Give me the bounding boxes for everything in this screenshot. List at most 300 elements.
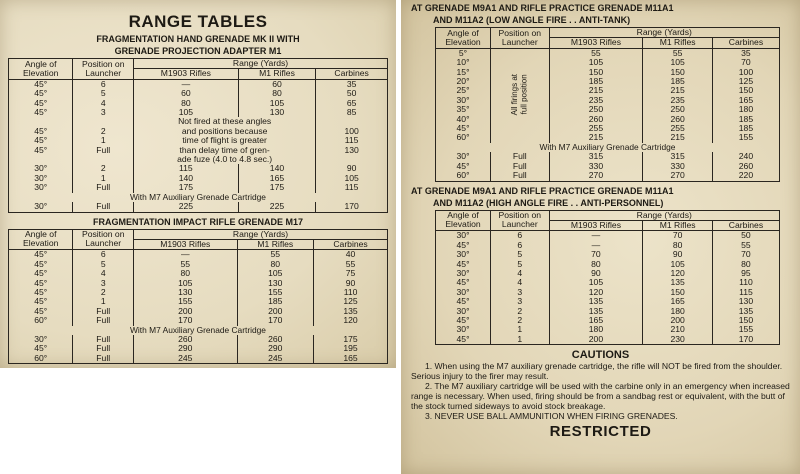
carbines-cell: 185 xyxy=(712,124,779,133)
m1903-cell: 290 xyxy=(134,344,237,353)
angle-header-2: Elevation xyxy=(23,238,59,249)
position-cell: 2 xyxy=(491,316,549,325)
m1903-cell: 150 xyxy=(549,68,643,77)
m1903-cell: 80 xyxy=(549,260,643,269)
carbines-cell: 195 xyxy=(314,344,388,353)
mk2-heading-line-1: FRAGMENTATION HAND GRENADE MK II WITH xyxy=(96,34,300,44)
position-cell: 1 xyxy=(491,325,549,334)
restricted-stamp: RESTRICTED xyxy=(549,423,652,441)
m1-cell: 200 xyxy=(643,316,713,325)
carbines-cell: 220 xyxy=(712,171,779,181)
m1-cell: 250 xyxy=(643,105,713,114)
table-row xyxy=(9,279,388,288)
angle-cell: 45° xyxy=(9,250,73,260)
low-angle-table-body xyxy=(436,48,780,181)
angle-cell: 15° xyxy=(436,68,491,77)
m1903-cell: 235 xyxy=(549,96,643,105)
angle-cell: 45° xyxy=(9,260,73,269)
table-row xyxy=(9,335,388,344)
angle-cell: 45° xyxy=(436,124,491,133)
m1903-cell: 135 xyxy=(549,307,643,316)
position-cell: 5 xyxy=(73,89,134,98)
angle-cell: 45° xyxy=(9,89,73,98)
angle-cell: 45° xyxy=(9,136,73,145)
m1-cell: 185 xyxy=(643,77,713,86)
position-cell: 3 xyxy=(73,108,134,117)
position-cell: 1 xyxy=(73,297,134,306)
table-row xyxy=(9,344,388,353)
carbines-cell: 165 xyxy=(314,354,388,364)
angle-cell: 45° xyxy=(9,269,73,278)
table-row xyxy=(436,86,780,95)
angle-cell: 45° xyxy=(9,79,73,89)
m1-cell: 245 xyxy=(237,354,314,364)
m1-cell: 130 xyxy=(238,108,316,117)
m1-cell: 155 xyxy=(237,288,314,297)
angle-cell: 60° xyxy=(9,354,73,364)
carbines-cell: 150 xyxy=(712,86,779,95)
m1903-header: M1903 Rifles xyxy=(549,220,643,230)
angle-cell: 45° xyxy=(9,344,73,353)
m1903-cell: 70 xyxy=(549,250,643,259)
table-row xyxy=(9,307,388,316)
caution-1: 1. When using the M7 auxiliary grenade cartridge, the rifle will NOT be fired from the shoulder. Serious injury to the firer may result. xyxy=(411,361,783,382)
all-firings-line-2: full position xyxy=(519,74,529,115)
carbines-cell: 90 xyxy=(314,279,388,288)
m1-cell: 260 xyxy=(643,115,713,124)
carbines-cell: 115 xyxy=(316,136,388,145)
table-row xyxy=(9,269,388,278)
carbines-cell: 115 xyxy=(316,183,388,192)
m1-cell: 135 xyxy=(643,278,713,287)
range-header: Range (Yards) xyxy=(134,229,388,239)
angle-cell: 60° xyxy=(436,171,491,181)
position-cell: 5 xyxy=(491,250,549,259)
range-tables-title: RANGE TABLES xyxy=(128,12,268,31)
carbines-cell: 55 xyxy=(314,260,388,269)
table-row xyxy=(436,77,780,86)
angle-cell: 45° xyxy=(436,162,491,171)
m1903-cell: 170 xyxy=(134,316,237,325)
m1-cell: 150 xyxy=(643,68,713,77)
carbines-cell: 240 xyxy=(712,152,779,161)
table-row xyxy=(9,164,388,173)
angle-cell: 45° xyxy=(9,146,73,155)
carbines-cell: 130 xyxy=(316,146,388,155)
m1903-cell: 105 xyxy=(549,58,643,67)
angle-cell: 20° xyxy=(436,77,491,86)
mk2-range-table xyxy=(8,58,388,213)
m1-cell: 60 xyxy=(238,79,316,89)
m1903-cell: 55 xyxy=(549,48,643,58)
m1903-cell: 255 xyxy=(549,124,643,133)
m1903-cell: — xyxy=(134,79,239,89)
range-header: Range (Yards) xyxy=(134,59,388,69)
carbines-cell: 105 xyxy=(316,174,388,183)
all-firings-line-1: All firings at xyxy=(510,73,520,116)
table-row xyxy=(9,326,388,335)
angle-cell: 45° xyxy=(436,335,491,345)
m1-cell: 80 xyxy=(238,89,316,98)
angle-cell: 45° xyxy=(9,99,73,108)
position-header-1: Position on xyxy=(498,27,542,38)
m1903-cell: 215 xyxy=(549,133,643,142)
position-cell: 6 xyxy=(491,241,549,250)
position-cell: 3 xyxy=(73,279,134,288)
carbines-cell: 70 xyxy=(712,250,779,259)
note-cell: than delay time of gren- xyxy=(134,146,316,155)
carbines-cell: 90 xyxy=(316,164,388,173)
m1903-cell: 105 xyxy=(134,108,239,117)
table-row xyxy=(436,143,780,152)
angle-cell: 30° xyxy=(9,164,73,173)
angle-cell: 45° xyxy=(9,297,73,306)
m1903-cell: 90 xyxy=(549,269,643,278)
high-angle-range-table xyxy=(435,210,780,346)
m1903-cell: 330 xyxy=(549,162,643,171)
m1-cell: 105 xyxy=(238,99,316,108)
position-cell: 4 xyxy=(73,269,134,278)
position-cell: Full xyxy=(491,152,549,161)
position-cell: Full xyxy=(73,316,134,325)
high-angle-heading-line-2: AND M11A2 (HIGH ANGLE FIRE . . ANTI-PERSONNEL) xyxy=(433,197,664,208)
table-row xyxy=(436,260,780,269)
angle-cell: 40° xyxy=(436,115,491,124)
angle-header-2: Elevation xyxy=(445,219,481,230)
m1-cell: 235 xyxy=(643,96,713,105)
angle-header-1: Angle of xyxy=(447,210,479,220)
carbines-cell: 100 xyxy=(712,68,779,77)
carbines-cell: 150 xyxy=(712,316,779,325)
angle-header-2: Elevation xyxy=(445,36,481,47)
left-card xyxy=(0,0,396,368)
m1-cell: 260 xyxy=(237,335,314,344)
table-row xyxy=(436,58,780,67)
carbines-header: Carbines xyxy=(712,220,779,230)
table-row xyxy=(9,250,388,260)
table-row xyxy=(9,79,388,89)
position-header-2: Launcher xyxy=(501,219,538,230)
high-angle-table-body xyxy=(436,231,780,345)
m1903-cell: 80 xyxy=(134,269,237,278)
carbines-cell: 50 xyxy=(316,89,388,98)
m1-cell: 165 xyxy=(643,297,713,306)
m1903-cell: 165 xyxy=(549,316,643,325)
angle-header-1: Angle of xyxy=(24,58,57,69)
m1903-cell: 250 xyxy=(549,105,643,114)
position-cell: 5 xyxy=(73,260,134,269)
carbines-cell: 135 xyxy=(712,307,779,316)
angle-cell: 45° xyxy=(436,260,491,269)
carbines-cell: 50 xyxy=(712,231,779,241)
m1903-cell: 140 xyxy=(134,174,239,183)
position-header-2: Launcher xyxy=(85,67,122,78)
angle-cell: 45° xyxy=(9,279,73,288)
carbines-cell: 55 xyxy=(712,241,779,250)
m1903-cell: — xyxy=(549,241,643,250)
m1-cell: 180 xyxy=(643,307,713,316)
m1-cell: 80 xyxy=(643,241,713,250)
carbines-cell: 100 xyxy=(316,127,388,136)
angle-cell: 30° xyxy=(9,202,73,212)
position-cell: Full xyxy=(491,162,549,171)
m1-cell: 215 xyxy=(643,86,713,95)
carbines-cell: 40 xyxy=(314,250,388,260)
m1903-cell: 200 xyxy=(134,307,237,316)
carbines-cell: 70 xyxy=(712,58,779,67)
table-row xyxy=(436,288,780,297)
m1903-cell: 215 xyxy=(549,86,643,95)
m1-cell: 315 xyxy=(643,152,713,161)
m1903-cell: 115 xyxy=(134,164,239,173)
m1903-header: M1903 Rifles xyxy=(134,239,237,249)
m1-cell: 105 xyxy=(237,269,314,278)
angle-cell: 45° xyxy=(436,316,491,325)
m1-cell: 80 xyxy=(237,260,314,269)
angle-header-1: Angle of xyxy=(447,27,479,38)
m1903-cell: 80 xyxy=(134,99,239,108)
position-cell: 2 xyxy=(73,288,134,297)
carbines-cell: 180 xyxy=(712,105,779,114)
low-angle-heading-line-2: AND M11A2 (LOW ANGLE FIRE . . ANTI-TANK) xyxy=(433,15,631,25)
position-header-2: Launcher xyxy=(501,36,538,47)
position-header-2: Launcher xyxy=(85,238,122,249)
position-cell: Full xyxy=(73,146,134,155)
table-row xyxy=(436,68,780,77)
angle-cell: 30° xyxy=(436,288,491,297)
m1-cell: 150 xyxy=(643,288,713,297)
m1-cell: 55 xyxy=(237,250,314,260)
m1-cell: 270 xyxy=(643,171,713,181)
carbines-cell: 65 xyxy=(316,99,388,108)
angle-cell: 30° xyxy=(436,96,491,105)
angle-cell: 30° xyxy=(9,335,73,344)
position-cell: 2 xyxy=(73,127,134,136)
note-cell: and positions because xyxy=(134,127,316,136)
table-row xyxy=(9,99,388,108)
mk2-table-body xyxy=(9,79,388,212)
carbines-cell: 115 xyxy=(712,288,779,297)
m1903-cell: 105 xyxy=(549,278,643,287)
position-cell: 1 xyxy=(491,335,549,345)
carbines-cell: 155 xyxy=(712,133,779,142)
m1903-cell: 225 xyxy=(134,202,239,212)
table-row xyxy=(9,354,388,364)
m1903-cell: — xyxy=(549,231,643,241)
m1-cell: 175 xyxy=(238,183,316,192)
position-cell: 2 xyxy=(491,307,549,316)
angle-cell: 30° xyxy=(436,231,491,241)
m1-header: M1 Rifles xyxy=(643,38,713,48)
table-row xyxy=(9,260,388,269)
caution-3: 3. NEVER USE BALL AMMUNITION WHEN FIRING GRENADES. xyxy=(425,411,678,422)
angle-cell: 10° xyxy=(436,58,491,67)
table-row xyxy=(436,241,780,250)
m1-cell: 90 xyxy=(643,250,713,259)
m1-cell: 215 xyxy=(643,133,713,142)
carbines-cell: 35 xyxy=(316,79,388,89)
table-row xyxy=(436,325,780,334)
angle-cell: 45° xyxy=(9,127,73,136)
angle-cell: 35° xyxy=(436,105,491,114)
carbines-cell: 75 xyxy=(314,269,388,278)
position-cell: 6 xyxy=(491,231,549,241)
table-row xyxy=(436,162,780,171)
carbines-cell: 80 xyxy=(712,260,779,269)
table-row xyxy=(9,193,388,202)
m1903-cell: 60 xyxy=(134,89,239,98)
m1-cell: 70 xyxy=(643,231,713,241)
position-cell: 1 xyxy=(73,174,134,183)
position-cell: Full xyxy=(491,171,549,181)
table-row xyxy=(9,288,388,297)
table-row xyxy=(436,316,780,325)
m17-table-body xyxy=(9,250,388,364)
angle-header-1: Angle of xyxy=(24,229,57,239)
m7-cartridge-label: With M7 Auxiliary Grenade Cartridge xyxy=(9,326,388,335)
position-cell: 1 xyxy=(73,136,134,145)
position-header-1: Position on xyxy=(81,58,125,69)
position-cell: 6 xyxy=(73,250,134,260)
m1903-cell: 185 xyxy=(549,77,643,86)
table-row xyxy=(436,105,780,114)
m1-cell: 255 xyxy=(643,124,713,133)
m1-header: M1 Rifles xyxy=(643,220,713,230)
position-cell: 4 xyxy=(491,278,549,287)
m1903-cell: 175 xyxy=(134,183,239,192)
table-row xyxy=(9,202,388,212)
all-firings-text xyxy=(510,74,529,115)
m1-cell: 55 xyxy=(643,48,713,58)
m1-cell: 130 xyxy=(237,279,314,288)
position-cell: Full xyxy=(73,202,134,212)
position-cell: Full xyxy=(73,354,134,364)
position-cell: 6 xyxy=(73,79,134,89)
m1-cell: 210 xyxy=(643,325,713,334)
m1903-cell: 270 xyxy=(549,171,643,181)
carbines-cell: 260 xyxy=(712,162,779,171)
angle-cell: 45° xyxy=(436,297,491,306)
m1-cell: 165 xyxy=(238,174,316,183)
carbines-header: Carbines xyxy=(712,38,779,48)
m1-cell: 230 xyxy=(643,335,713,345)
angle-cell: 30° xyxy=(436,269,491,278)
table-row xyxy=(436,335,780,345)
angle-cell: 30° xyxy=(9,183,73,192)
table-row xyxy=(436,115,780,124)
table-row xyxy=(436,124,780,133)
m1-cell: 290 xyxy=(237,344,314,353)
m1903-cell: 315 xyxy=(549,152,643,161)
table-row xyxy=(436,250,780,259)
m1903-cell: 155 xyxy=(134,297,237,306)
position-cell: Full xyxy=(73,183,134,192)
low-angle-range-table xyxy=(435,27,780,182)
carbines-cell: 110 xyxy=(712,278,779,287)
angle-cell: 30° xyxy=(436,250,491,259)
position-cell: 3 xyxy=(491,297,549,306)
note-cell: Not fired at these angles xyxy=(134,117,316,126)
cautions-title: CAUTIONS xyxy=(571,349,630,362)
m1903-cell: — xyxy=(134,250,237,260)
angle-cell: 30° xyxy=(436,152,491,161)
caution-2: 2. The M7 auxiliary cartridge will be used with the carbine only in an emergency when increased range is necessary. When used, firing should be from a sandbag rest or equivalent, with the butt of the stock turned sideways to avoid stock breakage. xyxy=(411,381,790,412)
table-row xyxy=(9,174,388,183)
low-angle-heading-line-1: AT GRENADE M9A1 AND RIFLE PRACTICE GRENADE M11A1 xyxy=(411,3,674,13)
m1903-cell: 55 xyxy=(134,260,237,269)
m7-cartridge-label: With M7 Auxiliary Grenade Cartridge xyxy=(436,143,780,152)
angle-cell: 30° xyxy=(436,325,491,334)
table-row xyxy=(436,96,780,105)
m1903-cell: 245 xyxy=(134,354,237,364)
carbines-cell: 175 xyxy=(314,335,388,344)
angle-cell: 30° xyxy=(9,174,73,183)
angle-cell: 5° xyxy=(436,48,491,58)
m1-header: M1 Rifles xyxy=(238,69,316,79)
angle-cell: 45° xyxy=(436,278,491,287)
position-header-1: Position on xyxy=(81,229,125,239)
m7-cartridge-label: With M7 Auxiliary Grenade Cartridge xyxy=(9,193,388,202)
position-cell: 3 xyxy=(491,288,549,297)
carbines-cell: 155 xyxy=(712,325,779,334)
right-card xyxy=(401,0,800,474)
carbines-cell: 185 xyxy=(712,115,779,124)
position-cell: Full xyxy=(73,307,134,316)
table-row xyxy=(9,297,388,306)
table-row xyxy=(9,155,388,164)
m1903-cell: 180 xyxy=(549,325,643,334)
m1903-header: M1903 Rifles xyxy=(549,38,643,48)
m1903-cell: 120 xyxy=(549,288,643,297)
m1903-cell: 200 xyxy=(549,335,643,345)
m1-cell: 225 xyxy=(238,202,316,212)
range-header: Range (Yards) xyxy=(549,210,780,220)
m1903-cell: 260 xyxy=(549,115,643,124)
m1903-cell: 135 xyxy=(549,297,643,306)
carbines-cell: 120 xyxy=(314,316,388,325)
carbines-cell: 110 xyxy=(314,288,388,297)
m1903-header: M1903 Rifles xyxy=(134,69,239,79)
m1-header: M1 Rifles xyxy=(237,239,314,249)
carbines-cell: 170 xyxy=(712,335,779,345)
position-header-1: Position on xyxy=(498,210,542,220)
high-angle-heading-line-1: AT GRENADE M9A1 AND RIFLE PRACTICE GRENADE M11A1 xyxy=(411,185,674,196)
carbines-cell: 35 xyxy=(712,48,779,58)
carbines-cell: 125 xyxy=(314,297,388,306)
angle-cell: 25° xyxy=(436,86,491,95)
mk2-heading-line-2: GRENADE PROJECTION ADAPTER M1 xyxy=(114,46,282,56)
carbines-header: Carbines xyxy=(316,69,388,79)
note-cell: time of flight is greater xyxy=(134,136,316,145)
table-row xyxy=(436,231,780,241)
table-row xyxy=(436,48,780,58)
carbines-cell: 135 xyxy=(314,307,388,316)
table-row xyxy=(436,269,780,278)
angle-cell: 45° xyxy=(9,288,73,297)
position-cell: 4 xyxy=(73,99,134,108)
angle-cell: 45° xyxy=(9,307,73,316)
m17-range-table xyxy=(8,229,388,365)
position-cell: 2 xyxy=(73,164,134,173)
m1-cell: 185 xyxy=(237,297,314,306)
position-cell: Full xyxy=(73,344,134,353)
angle-cell: 60° xyxy=(436,133,491,142)
m1-cell: 105 xyxy=(643,58,713,67)
all-firings-note xyxy=(491,48,549,143)
table-row xyxy=(436,297,780,306)
carbines-cell: 130 xyxy=(712,297,779,306)
m1903-cell: 260 xyxy=(134,335,237,344)
